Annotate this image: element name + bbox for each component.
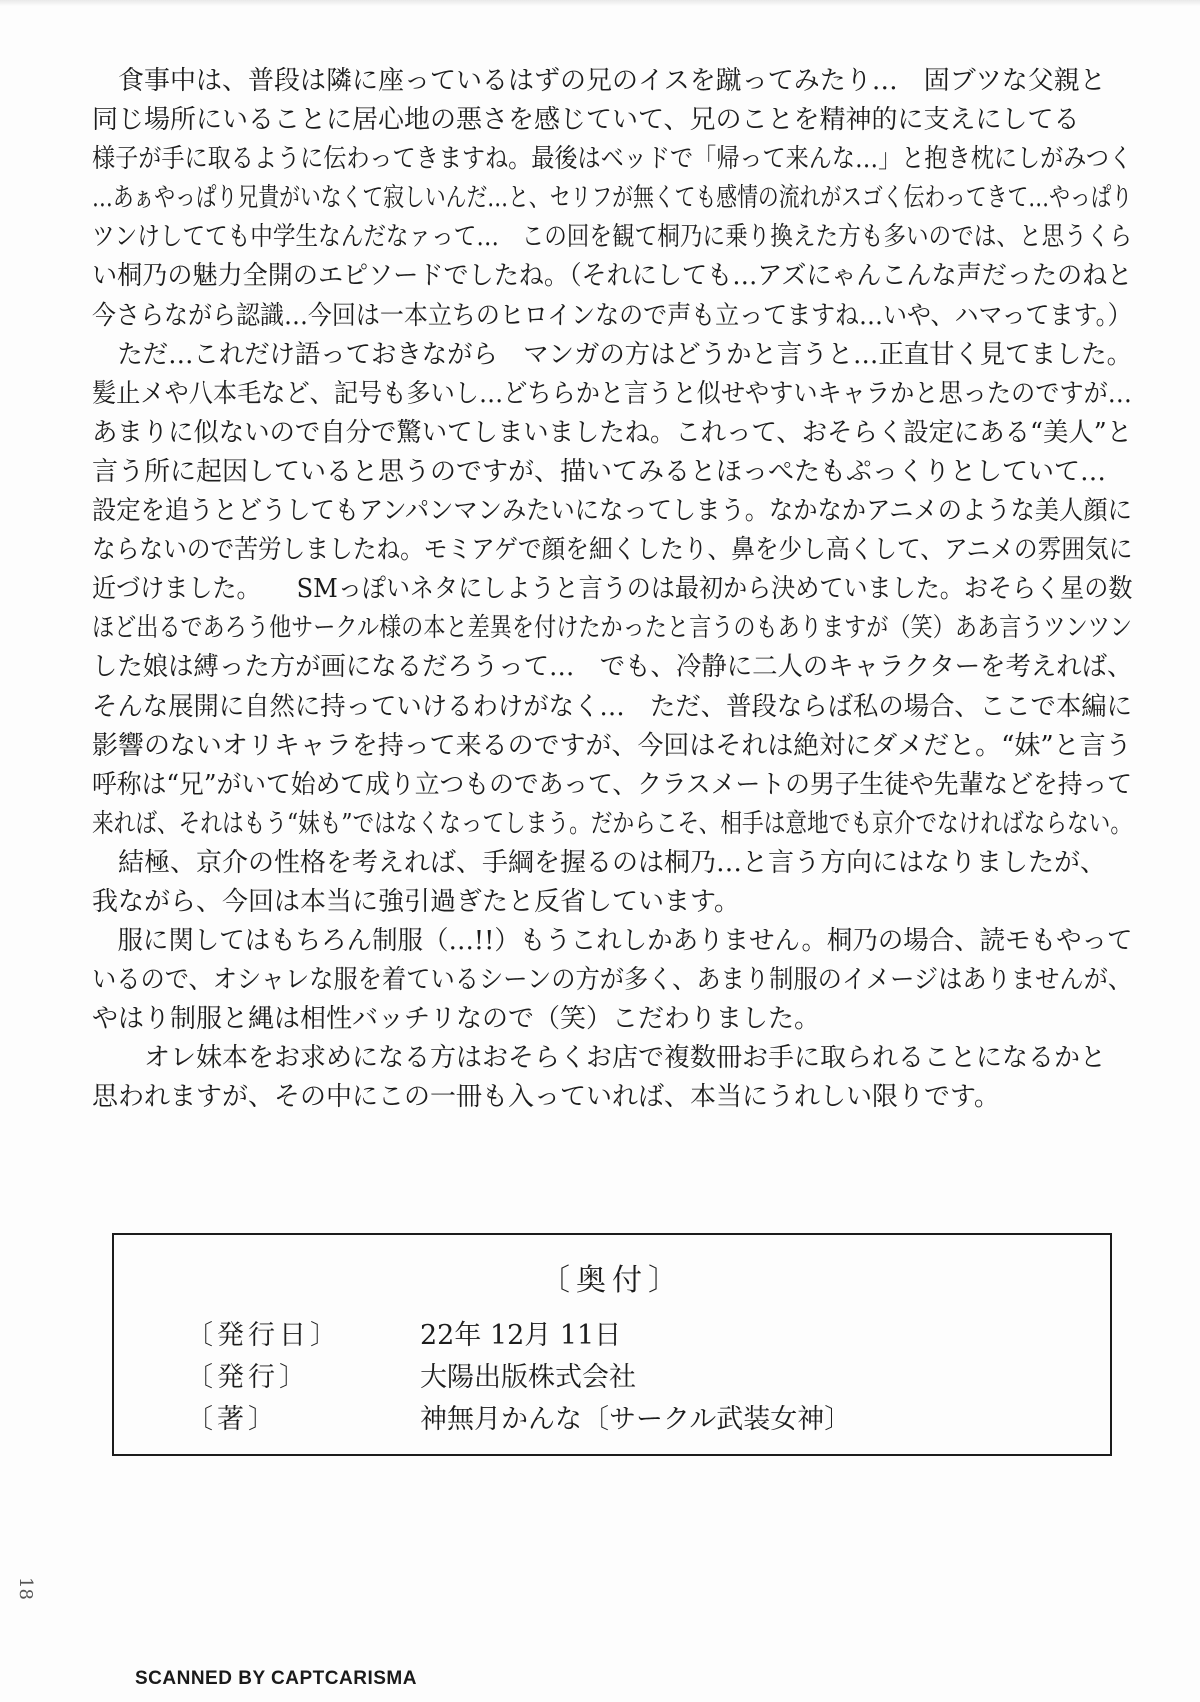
text-line: 結極、京介の性格を考えれば、手綱を握るのは桐乃…と言う方向にはなりましたが、 bbox=[92, 847, 1107, 878]
scanner-credit: SCANNED BY CAPTCARISMA bbox=[135, 1668, 417, 1689]
colophon-row-publisher bbox=[186, 1355, 636, 1394]
text-line: …あぁやっぱり兄貴がいなくて寂しいんだ…と、セリフが無くても感情の流れがスゴく伝わってきて…やっぱり bbox=[92, 183, 1132, 214]
text-line: オレ妹本をお求めになる方はおそらくお店で複数冊お手に取られることになるかと bbox=[92, 1043, 1107, 1074]
issue-date-label: 〔発行日〕 bbox=[186, 1320, 341, 1351]
text-line: やはり制服と縄は相性バッチリなので（笑）こだわりました。 bbox=[92, 1004, 821, 1035]
text-line: い桐乃の魅力全開のエピソードでしたね。（それにしても…アズにゃんこんな声だったのねと bbox=[92, 261, 1132, 292]
text-line: ならないので苦労しましたね。モミアゲで顔を細くしたり、鼻を少し高くして、アニメの雰囲気に bbox=[92, 535, 1132, 566]
text-line: 髪止メや八本毛など、記号も多いし…どちらかと言うと似せやすいキャラかと思ったのですが… bbox=[92, 378, 1132, 409]
text-line: そんな展開に自然に持っていけるわけがなく… ただ、普段ならば私の場合、ここで本編に bbox=[92, 691, 1132, 722]
text-line: ほど出るであろう他サークル様の本と差異を付けたかったと言うのもありますが（笑）ああ言うツンツン bbox=[92, 613, 1132, 644]
scan-edge bbox=[0, 0, 1200, 6]
page-number: 18 bbox=[14, 1577, 36, 1600]
text-line: 近づけました。 SMっぽいネタにしようと言うのは最初から決めていました。おそらく星の数 bbox=[92, 574, 1132, 605]
text-line: 様子が手に取るように伝わってきますね。最後はベッドで「帰って来んな…」と抱き枕にしがみつく bbox=[92, 144, 1132, 175]
issue-date-value: 22年 12月 11日 bbox=[420, 1320, 622, 1351]
text-line: 言う所に起因していると思うのですが、描いてみるとほっぺたもぷっくりとしていて… bbox=[92, 456, 1107, 487]
text-line: 影響のないオリキャラを持って来るのですが、今回はそれは絶対にダメだと。“妹”と言う bbox=[92, 730, 1132, 761]
text-line: 呼称は“兄”がいて始めて成り立つものであって、クラスメートの男子生徒や先輩などを持って bbox=[92, 769, 1132, 800]
text-line: ただ…これだけ語っておきながら マンガの方はどうかと言うと…正直甘く見てました。 bbox=[92, 339, 1132, 370]
text-line: 設定を追うとどうしてもアンパンマンみたいになってしまう。なかなかアニメのような美人顔に bbox=[92, 496, 1132, 527]
text-line: 我ながら、今回は本当に強引過ぎたと反省しています。 bbox=[92, 886, 740, 917]
afterword-text bbox=[92, 62, 1132, 1118]
text-line: 今さらながら認識…今回は一本立ちのヒロインなので声も立ってますね…いや、ハマってます。） bbox=[92, 300, 1132, 331]
text-line: いるので、オシャレな服を着ているシーンの方が多く、あまり制服のイメージはありませんが、 bbox=[92, 965, 1132, 996]
publisher-value: 大陽出版株式会社 bbox=[420, 1362, 636, 1393]
author-value: 神無月かんな〔サークル武装女神〕 bbox=[420, 1404, 852, 1435]
colophon-title: 〔奥付〕 bbox=[540, 1263, 684, 1298]
text-line: 服に関してはもちろん制服（…!!）もうこれしかありません。桐乃の場合、読モもやって bbox=[92, 926, 1132, 957]
colophon-row-author bbox=[186, 1397, 851, 1436]
text-line: 思われますが、その中にこの一冊も入っていれば、本当にうれしい限りです。 bbox=[92, 1082, 1000, 1113]
colophon-box bbox=[112, 1233, 1112, 1456]
text-line: 来れば、それはもう“妹も”ではなくなってしまう。だからこそ、相手は意地でも京介でなければならない。 bbox=[92, 808, 1132, 839]
text-line: した娘は縛った方が画になるだろうって… でも、冷静に二人のキャラクターを考えれば、 bbox=[92, 652, 1132, 683]
author-label: 〔著〕 bbox=[186, 1404, 279, 1435]
publisher-label: 〔発行〕 bbox=[186, 1362, 310, 1393]
colophon-row-issue-date bbox=[186, 1313, 621, 1352]
text-line: 同じ場所にいることに居心地の悪さを感じていて、兄のことを精神的に支えにしてる bbox=[92, 105, 1080, 136]
text-line: 食事中は、普段は隣に座っているはずの兄のイスを蹴ってみたり… 固ブツな父親と bbox=[92, 66, 1106, 96]
text-line: あまりに似ないので自分で驚いてしまいましたね。これって、おそらく設定にある“美人”と bbox=[92, 417, 1132, 448]
text-line: ツンけしてても中学生なんだなァって… この回を観て桐乃に乗り換えた方も多いのでは、と思うくら bbox=[92, 222, 1132, 253]
